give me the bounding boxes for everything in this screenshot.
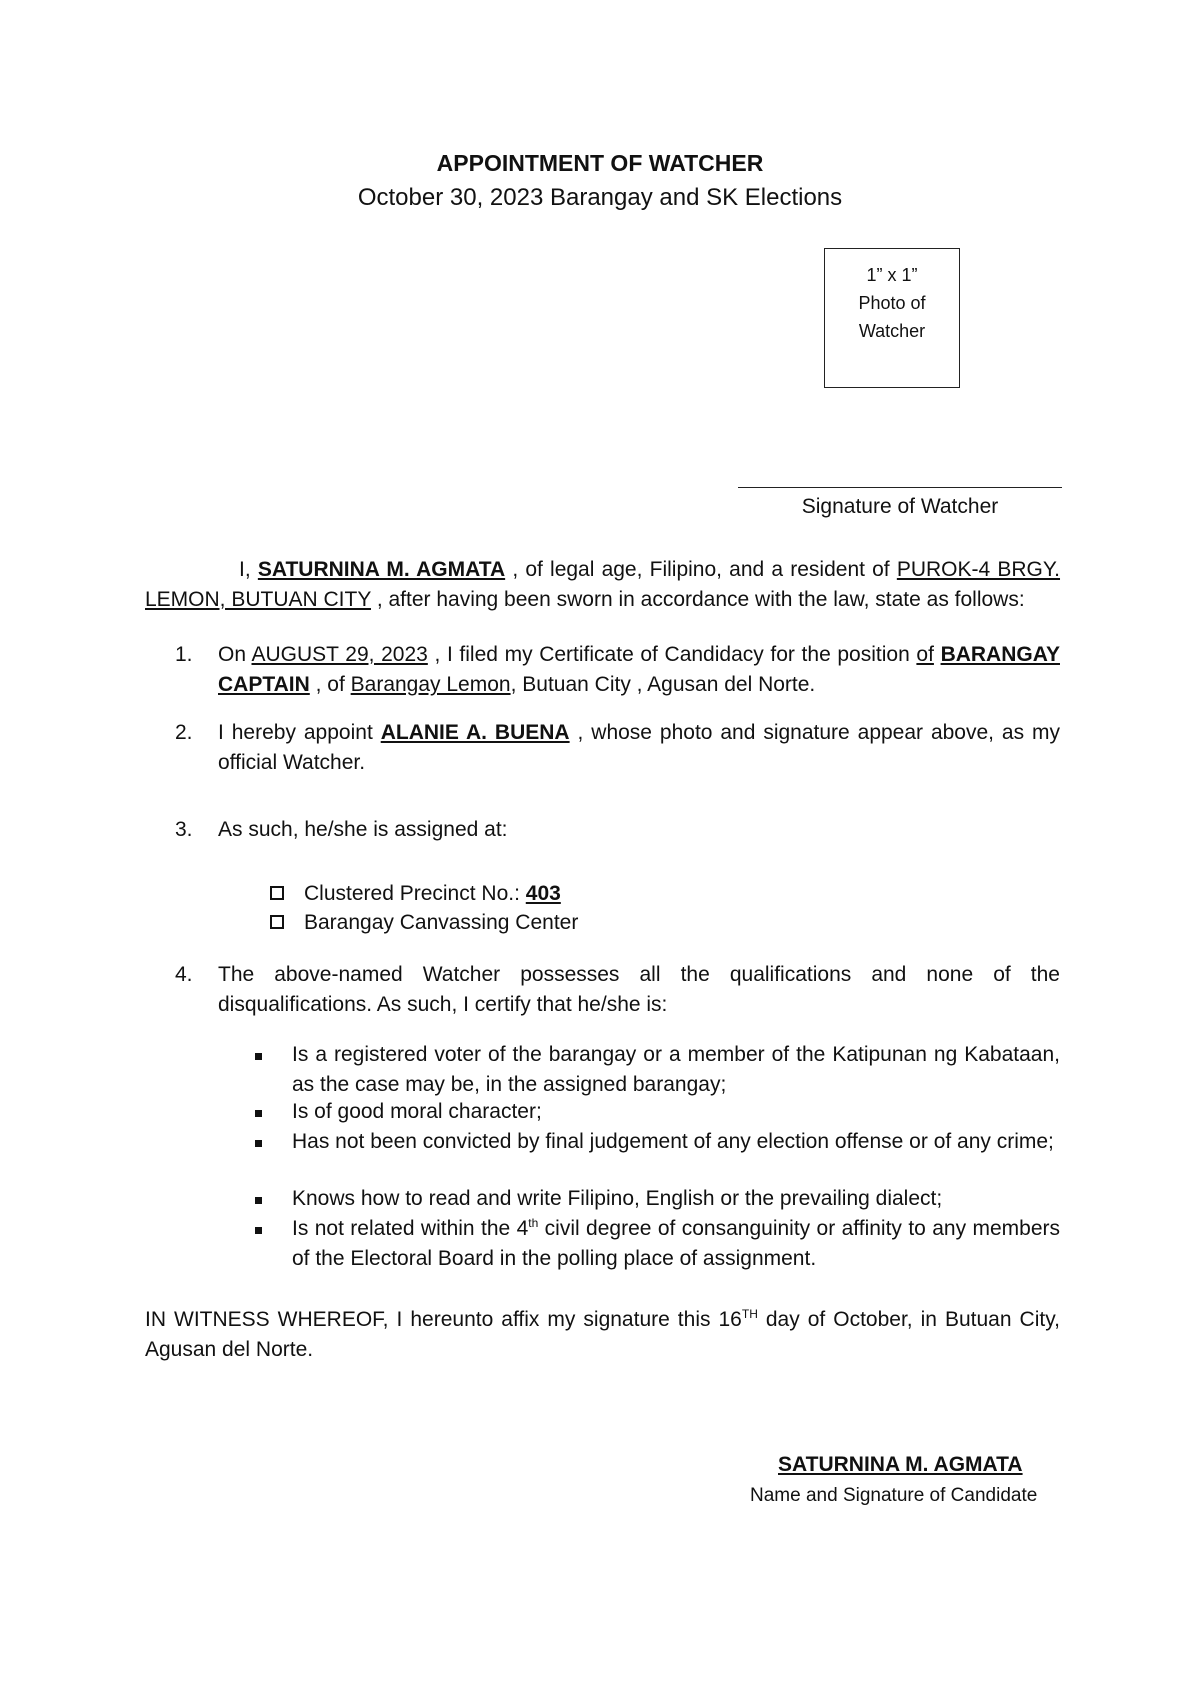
item-number: 1. (175, 643, 193, 666)
candidate-signature-name: SATURNINA M. AGMATA (778, 1453, 1023, 1476)
item-text: I hereby appoint (218, 721, 381, 744)
watcher-signature-label: Signature of Watcher (801, 495, 999, 518)
item-1-text (218, 640, 1060, 700)
item-3-text: As such, he/she is assigned at: (218, 818, 508, 841)
watcher-name: ALANIE A. BUENA (380, 721, 570, 744)
item-4-text: The above-named Watcher possesses all the qualifications and none of the disqualifications. As such, I certify that he/she is: (218, 963, 1060, 1016)
ordinal-suffix: TH (741, 1307, 758, 1321)
document-subtitle: October 30, 2023 Barangay and SK Elections (357, 184, 843, 211)
item-text: , I filed my Certificate of Candidacy for the position (427, 643, 917, 666)
qualification-text: civil degree of consanguinity or affinity to any members of the Electoral Board in the polling place of assignment. (292, 1217, 1060, 1270)
bullet-icon (255, 1227, 262, 1234)
position-sought: BARANGAY CAPTAIN (218, 643, 1060, 696)
qualification-item: Is of good moral character; (292, 1100, 542, 1123)
photo-box-line: Watcher (858, 321, 926, 341)
item-number: 3. (175, 818, 193, 841)
candidate-address: PUROK-4 BRGY. LEMON, BUTUAN CITY (145, 558, 1061, 611)
intro-paragraph (145, 555, 1060, 615)
item-number: 2. (175, 721, 193, 744)
item-text: , of (309, 673, 351, 696)
item-text: On (218, 643, 252, 666)
qualification-item: Is a registered voter of the barangay or a member of the Katipunan ng Kabataan, as the case may be, in the assigned barangay; (292, 1043, 1060, 1096)
filing-date: AUGUST 29, 2023 (251, 643, 428, 666)
qualification-item (292, 1214, 1060, 1274)
canvassing-center-label: Barangay Canvassing Center (304, 911, 579, 934)
document-title: APPOINTMENT OF WATCHER (436, 150, 764, 176)
candidate-name: SATURNINA M. AGMATA (257, 558, 506, 581)
barangay-name: Barangay Lemon (350, 673, 511, 696)
photo-box-line: Photo of (858, 293, 926, 313)
photo-box-line: 1” x 1” (866, 265, 918, 285)
item-2-text (218, 718, 1060, 778)
precinct-checkbox[interactable] (270, 886, 284, 900)
precinct-label-text: Clustered Precinct No.: (304, 882, 526, 905)
witness-text: IN WITNESS WHEREOF, I hereunto affix my signature this 16 (145, 1308, 742, 1331)
qualification-item: Has not been convicted by final judgement of any election offense or of any crime; (292, 1130, 1054, 1153)
bullet-icon (255, 1140, 262, 1147)
precinct-number: 403 (525, 882, 561, 905)
qualification-item: Knows how to read and write Filipino, English or the prevailing dialect; (292, 1187, 943, 1210)
intro-text: I, (239, 558, 258, 581)
bullet-icon (255, 1197, 262, 1204)
intro-text: , after having been sworn in accordance with the law, state as follows: (370, 588, 1025, 611)
item-number: 4. (175, 963, 193, 986)
witness-text: day of October, in Butuan City, Agusan del Norte. (145, 1308, 1060, 1361)
photo-placeholder-box (824, 248, 960, 388)
bullet-icon (255, 1110, 262, 1117)
item-text-of: of (916, 643, 934, 666)
item-text (934, 643, 941, 666)
witness-paragraph (145, 1305, 1060, 1365)
watcher-signature-line (738, 487, 1062, 488)
qualification-text: Is not related within the 4 (292, 1217, 529, 1240)
item-text: , whose photo and signature appear above, as my official Watcher. (218, 721, 1061, 774)
intro-text: , of legal age, Filipino, and a resident of (505, 558, 897, 581)
ordinal-suffix: th (528, 1216, 539, 1230)
item-text: , Butuan City , Agusan del Norte. (510, 673, 816, 696)
bullet-icon (255, 1053, 262, 1060)
candidate-signature-label: Name and Signature of Candidate (750, 1485, 1038, 1506)
precinct-label (304, 879, 561, 909)
canvassing-center-checkbox[interactable] (270, 915, 284, 929)
